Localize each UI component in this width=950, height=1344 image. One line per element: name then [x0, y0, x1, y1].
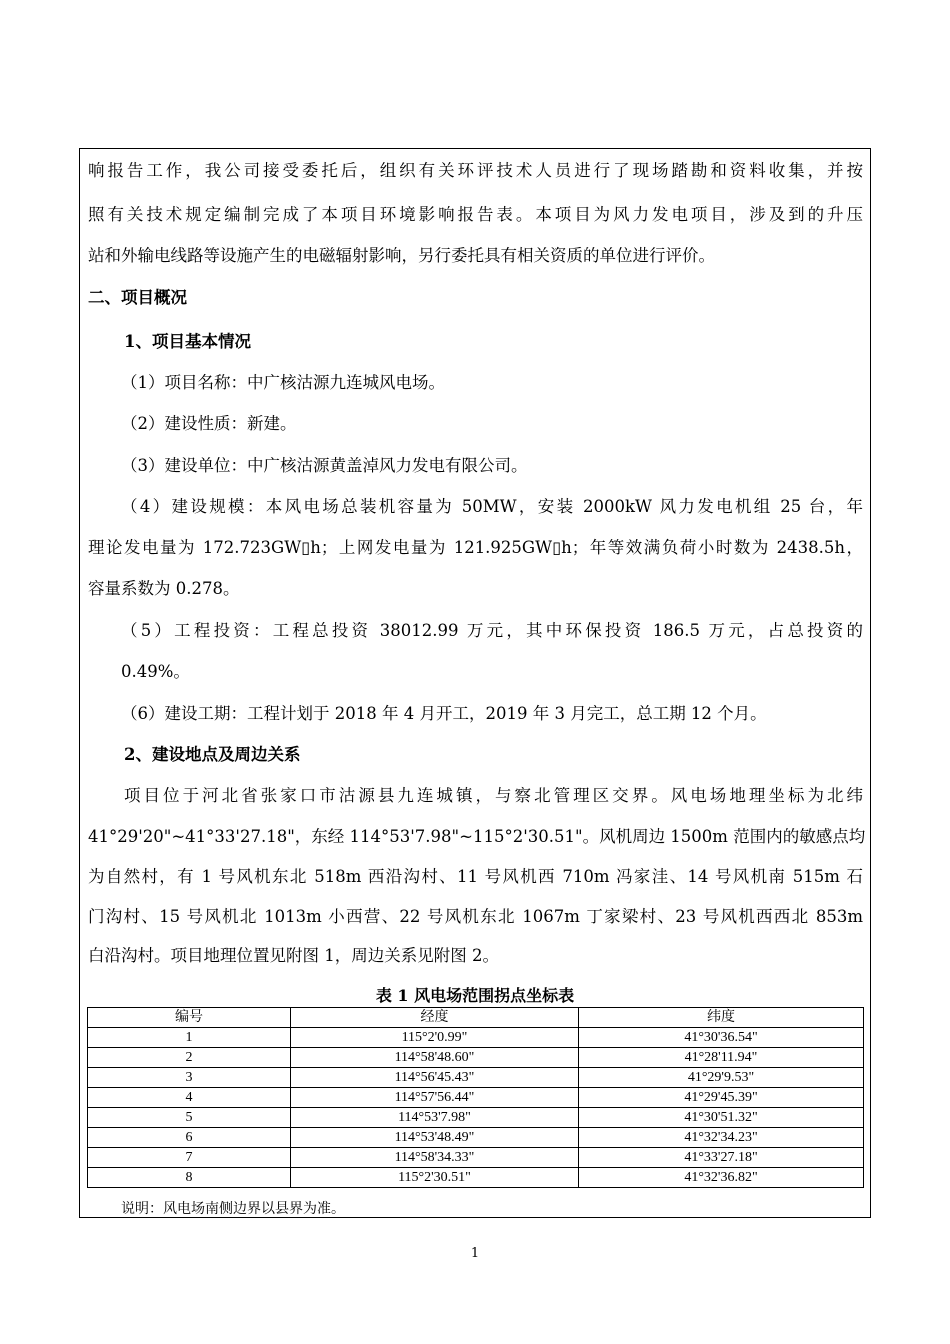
cell-number: 1 — [88, 1028, 291, 1048]
cell-number: 3 — [88, 1068, 291, 1088]
item-4-scale-line-1: （4）建设规模：本风电场总装机容量为 50MW，安装 2000kW 风力发电机组 25 台，年 — [121, 497, 863, 516]
location-line-4: 门沟村、15 号风机北 1013m 小西营、22 号风机东北 1067m 丁家梁村、23 号风机西西北 853m — [88, 907, 863, 926]
item-5-investment-line-2: 0.49%。 — [121, 662, 190, 681]
item-2-nature: （2）建设性质：新建。 — [121, 414, 297, 433]
cell-longitude: 114°53'7.98" — [291, 1108, 579, 1128]
cell-number: 5 — [88, 1108, 291, 1128]
cell-latitude: 41°30'51.32" — [579, 1108, 864, 1128]
cell-latitude: 41°30'36.54" — [579, 1028, 864, 1048]
coordinates-table — [87, 1007, 864, 1188]
intro-line-1: 响报告工作，我公司接受委托后，组织有关环评技术人员进行了现场踏勘和资料收集，并按 — [88, 161, 863, 180]
cell-longitude: 115°2'30.51" — [291, 1168, 579, 1188]
table-row — [88, 1148, 864, 1168]
cell-number: 4 — [88, 1088, 291, 1108]
table-row — [88, 1088, 864, 1108]
cell-longitude: 114°56'45.43" — [291, 1068, 579, 1088]
header-number: 编号 — [88, 1008, 291, 1028]
item-6-schedule: （6）建设工期：工程计划于 2018 年 4 月开工，2019 年 3 月完工，总工期 12 个月。 — [121, 704, 767, 723]
header-latitude: 纬度 — [579, 1008, 864, 1028]
table-row — [88, 1068, 864, 1088]
item-5-investment-line-1: （5）工程投资：工程总投资 38012.99 万元，其中环保投资 186.5 万元，占总投资的 — [121, 621, 863, 640]
cell-latitude: 41°32'36.82" — [579, 1168, 864, 1188]
table-row — [88, 1168, 864, 1188]
cell-longitude: 114°58'48.60" — [291, 1048, 579, 1068]
table-note: 说明：风电场南侧边界以县界为准。 — [121, 1201, 345, 1217]
subsection-1-title: 1、项目基本情况 — [124, 332, 251, 351]
cell-latitude: 41°29'9.53" — [579, 1068, 864, 1088]
cell-latitude: 41°33'27.18" — [579, 1148, 864, 1168]
location-line-3: 为自然村，有 1 号风机东北 518m 西沿沟村、11 号风机西 710m 冯家洼、14 号风机南 515m 石 — [88, 867, 863, 886]
cell-longitude: 114°57'56.44" — [291, 1088, 579, 1108]
cell-number: 6 — [88, 1128, 291, 1148]
table-row — [88, 1028, 864, 1048]
location-line-5: 白沿沟村。项目地理位置见附图 1，周边关系见附图 2。 — [88, 946, 499, 965]
table-row — [88, 1128, 864, 1148]
page-number: 1 — [470, 1246, 480, 1261]
cell-number: 2 — [88, 1048, 291, 1068]
cell-longitude: 114°53'48.49" — [291, 1128, 579, 1148]
item-4-scale-line-3: 容量系数为 0.278。 — [88, 579, 240, 598]
cell-number: 8 — [88, 1168, 291, 1188]
cell-longitude: 115°2'0.99" — [291, 1028, 579, 1048]
subsection-2-title: 2、建设地点及周边关系 — [124, 745, 301, 764]
cell-latitude: 41°32'34.23" — [579, 1128, 864, 1148]
table-1-caption: 表 1 风电场范围拐点坐标表 — [375, 986, 575, 1005]
section-2-title: 二、项目概况 — [88, 288, 187, 307]
cell-latitude: 41°28'11.94" — [579, 1048, 864, 1068]
intro-line-2: 照有关技术规定编制完成了本项目环境影响报告表。本项目为风力发电项目，涉及到的升压 — [88, 205, 863, 224]
cell-number: 7 — [88, 1148, 291, 1168]
cell-longitude: 114°58'34.33" — [291, 1148, 579, 1168]
cell-latitude: 41°29'45.39" — [579, 1088, 864, 1108]
table-row — [88, 1108, 864, 1128]
item-1-project-name: （1）项目名称：中广核沽源九连城风电场。 — [121, 373, 445, 392]
header-longitude: 经度 — [291, 1008, 579, 1028]
table-header-row — [88, 1008, 864, 1028]
item-3-unit: （3）建设单位：中广核沽源黄盖淖风力发电有限公司。 — [121, 456, 528, 475]
intro-line-3: 站和外输电线路等设施产生的电磁辐射影响，另行委托具有相关资质的单位进行评价。 — [88, 246, 715, 265]
location-line-1: 项目位于河北省张家口市沽源县九连城镇，与察北管理区交界。风电场地理坐标为北纬 — [124, 786, 863, 805]
table-row — [88, 1048, 864, 1068]
item-4-scale-line-2: 理论发电量为 172.723GW▯h；上网发电量为 121.925GW▯h；年等效满负荷小时数为 2438.5h， — [88, 538, 863, 557]
location-line-2: 41°29'20"~41°33'27.18"，东经 114°53'7.98"~115°2'30.51"。风机周边 1500m 范围内的敏感点均 — [88, 827, 866, 846]
